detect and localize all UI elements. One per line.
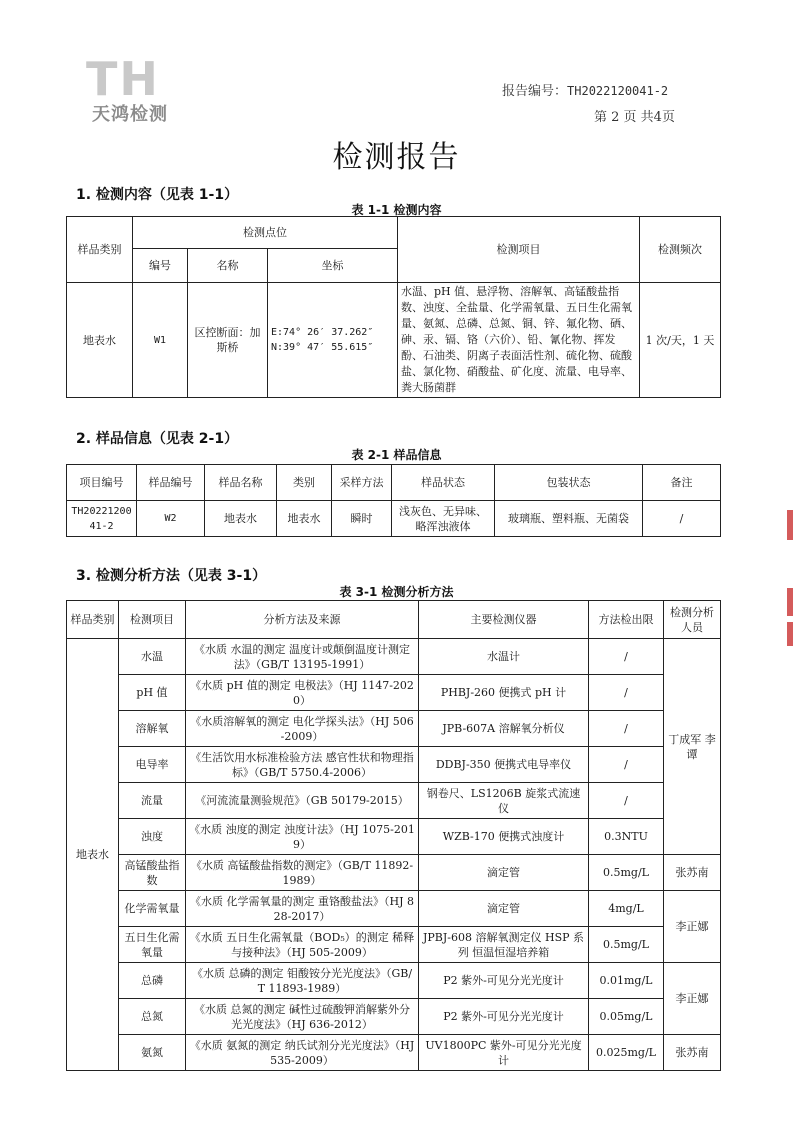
cell-remark: / [643, 501, 721, 537]
header-method: 采样方法 [332, 465, 392, 501]
cell-limit: / [589, 675, 664, 711]
stamp-edge-mark [787, 510, 793, 540]
header-frequency: 检测频次 [640, 217, 721, 283]
sample-info-table [66, 464, 721, 537]
cell-item: 总氮 [119, 999, 186, 1035]
cell-item: 流量 [119, 783, 186, 819]
header-test-item: 检测项目 [119, 601, 186, 639]
cell-limit: 0.5mg/L [589, 855, 664, 891]
stamp-edge-mark [787, 622, 793, 646]
cell-frequency: 1 次/天，1 天 [640, 283, 721, 398]
cell-item: 电导率 [119, 747, 186, 783]
table-row [67, 639, 721, 675]
stamp-edge-mark [787, 588, 793, 616]
cell-instrument: 钢卷尺、LS1206B 旋浆式流速仪 [419, 783, 589, 819]
cell-type: 地表水 [277, 501, 332, 537]
header-coord: 坐标 [268, 249, 398, 283]
page-title: 检测报告 [332, 140, 461, 175]
cell-limit: 0.5mg/L [589, 927, 664, 963]
cell-instrument: UV1800PC 紫外-可见分光光度计 [419, 1035, 589, 1071]
cell-analyst-group1: 丁成军 李谭 [664, 639, 721, 855]
report-number-label: 报告编号： [502, 84, 568, 99]
cell-limit: 0.025mg/L [589, 1035, 664, 1071]
header-state: 样品状态 [392, 465, 495, 501]
cell-method: 《水质 总磷的测定 钼酸铵分光光度法》（GB/T 11893-1989） [186, 963, 419, 999]
table-2-1-caption: 表 2-1 样品信息 [351, 448, 442, 462]
header-category: 样品类别 [67, 217, 133, 283]
header-sample-no: 样品编号 [137, 465, 205, 501]
cell-project-no: TH2022120041-2 [67, 501, 137, 537]
section-2-heading: 2. 样品信息（见表 2-1） [76, 431, 239, 447]
table-row [67, 501, 721, 537]
cell-item: 浊度 [119, 819, 186, 855]
cell-instrument: DDBJ-350 便携式电导率仪 [419, 747, 589, 783]
cell-item: 化学需氧量 [119, 891, 186, 927]
cell-limit: 0.05mg/L [589, 999, 664, 1035]
header-sample-name: 样品名称 [205, 465, 277, 501]
cell-item: 五日生化需氧量 [119, 927, 186, 963]
cell-sample-no: W2 [137, 501, 205, 537]
cell-point-name: 区控断面：加斯桥 [188, 283, 268, 398]
header-name: 名称 [188, 249, 268, 283]
table-row [67, 711, 721, 747]
table-row [67, 999, 721, 1035]
cell-method: 《水质 五日生化需氧量（BOD₅）的测定 稀释与接种法》（HJ 505-2009） [186, 927, 419, 963]
cell-limit: 4mg/L [589, 891, 664, 927]
cell-instrument: WZB-170 便携式浊度计 [419, 819, 589, 855]
coord-e: E:74° 26′ 37.262″ [271, 327, 374, 338]
table-row [67, 783, 721, 819]
cell-item: 总磷 [119, 963, 186, 999]
cell-item: pH 值 [119, 675, 186, 711]
cell-limit: / [589, 711, 664, 747]
header-no: 编号 [133, 249, 188, 283]
cell-instrument: JPB-607A 溶解氧分析仪 [419, 711, 589, 747]
cell-item: 溶解氧 [119, 711, 186, 747]
cell-limit: / [589, 639, 664, 675]
cell-method: 《河流流量测验规范》（GB 50179-2015） [186, 783, 419, 819]
cell-coordinates [268, 283, 398, 398]
cell-method: 《水质 pH 值的测定 电极法》（HJ 1147-2020） [186, 675, 419, 711]
cell-method: 《水质 高锰酸盐指数的测定》（GB/T 11892-1989） [186, 855, 419, 891]
table-row [67, 891, 721, 927]
cell-method: 《水质 浊度的测定 浊度计法》（HJ 1075-2019） [186, 819, 419, 855]
cell-limit: / [589, 783, 664, 819]
cell-category: 地表水 [67, 283, 133, 398]
cell-method: 瞬时 [332, 501, 392, 537]
cell-method: 《水质 化学需氧量的测定 重铬酸盐法》（HJ 828-2017） [186, 891, 419, 927]
cell-analyst-li2: 李正娜 [664, 963, 721, 1035]
header-remark: 备注 [643, 465, 721, 501]
cell-method: 《生活饮用水标准检验方法 感官性状和物理指标》（GB/T 5750.4-2006） [186, 747, 419, 783]
table-row [67, 283, 721, 398]
report-number-line [502, 80, 668, 99]
cell-state: 浅灰色、无异味、略浑浊液体 [392, 501, 495, 537]
cell-method: 《水质 总氮的测定 碱性过硫酸钾消解紫外分光光度法》（HJ 636-2012） [186, 999, 419, 1035]
cell-limit: / [589, 747, 664, 783]
cell-sample-name: 地表水 [205, 501, 277, 537]
cell-point-no: W1 [133, 283, 188, 398]
cell-package: 玻璃瓶、塑料瓶、无菌袋 [495, 501, 643, 537]
table-1-1-caption: 表 1-1 检测内容 [351, 203, 442, 217]
report-number: TH2022120041-2 [567, 84, 669, 98]
table-row [67, 747, 721, 783]
table-3-1-caption: 表 3-1 检测分析方法 [339, 585, 454, 599]
table-row [67, 819, 721, 855]
table-row [67, 927, 721, 963]
cell-method: 《水质溶解氧的测定 电化学探头法》（HJ 506-2009） [186, 711, 419, 747]
analysis-method-table [66, 600, 721, 1071]
table-row [67, 855, 721, 891]
cell-item: 高锰酸盐指数 [119, 855, 186, 891]
table-row [67, 675, 721, 711]
cell-limit: 0.3NTU [589, 819, 664, 855]
cell-instrument: PHBJ-260 便携式 pH 计 [419, 675, 589, 711]
header-project-no: 项目编号 [67, 465, 137, 501]
cell-method: 《水质 水温的测定 温度计或颠倒温度计测定法》（GB/T 13195-1991） [186, 639, 419, 675]
header-method-source: 分析方法及来源 [186, 601, 419, 639]
cell-instrument: 滴定管 [419, 855, 589, 891]
page-info: 第 2 页 共4页 [594, 110, 675, 125]
company-logo-name: 天鸿检测 [92, 104, 168, 125]
header-detection-limit: 方法检出限 [589, 601, 664, 639]
cell-sample-category: 地表水 [67, 639, 119, 1071]
cell-instrument: JPBJ-608 溶解氧测定仪 HSP 系列 恒温恒湿培养箱 [419, 927, 589, 963]
cell-instrument: 滴定管 [419, 891, 589, 927]
cell-analyst-li1: 李正娜 [664, 891, 721, 963]
header-type: 类别 [277, 465, 332, 501]
company-logo-mark: TH [86, 52, 160, 106]
cell-analyst-zhang2: 张苏南 [664, 1035, 721, 1071]
section-1-heading: 1. 检测内容（见表 1-1） [76, 187, 239, 203]
header-instrument: 主要检测仪器 [419, 601, 589, 639]
header-items: 检测项目 [398, 217, 640, 283]
cell-limit: 0.01mg/L [589, 963, 664, 999]
header-analyst: 检测分析人员 [664, 601, 721, 639]
cell-method: 《水质 氨氮的测定 纳氏试剂分光光度法》（HJ 535-2009） [186, 1035, 419, 1071]
detection-content-table [66, 216, 721, 398]
cell-items: 水温、pH 值、悬浮物、溶解氧、高锰酸盐指数、浊度、全盐量、化学需氧量、五日生化需氧量、氨氮、总磷、总氮、铜、锌、氟化物、硒、砷、汞、镉、铬（六价）、铅、氰化物、挥发酚、石油类、阴离子表面活性剂、硫化物、硫酸盐、氯化物、硝酸盐、矿化度、流量、电导率、粪大肠菌群 [398, 283, 640, 398]
table-row [67, 963, 721, 999]
cell-item: 氨氮 [119, 1035, 186, 1071]
section-3-heading: 3. 检测分析方法（见表 3-1） [76, 568, 267, 584]
cell-analyst-zhang1: 张苏南 [664, 855, 721, 891]
coord-n: N:39° 47′ 55.615″ [271, 342, 374, 353]
header-point: 检测点位 [133, 217, 398, 249]
cell-item: 水温 [119, 639, 186, 675]
cell-instrument: P2 紫外-可见分光光度计 [419, 963, 589, 999]
table-row [67, 1035, 721, 1071]
header-package: 包装状态 [495, 465, 643, 501]
cell-instrument: P2 紫外-可见分光光度计 [419, 999, 589, 1035]
cell-instrument: 水温计 [419, 639, 589, 675]
header-sample-category: 样品类别 [67, 601, 119, 639]
